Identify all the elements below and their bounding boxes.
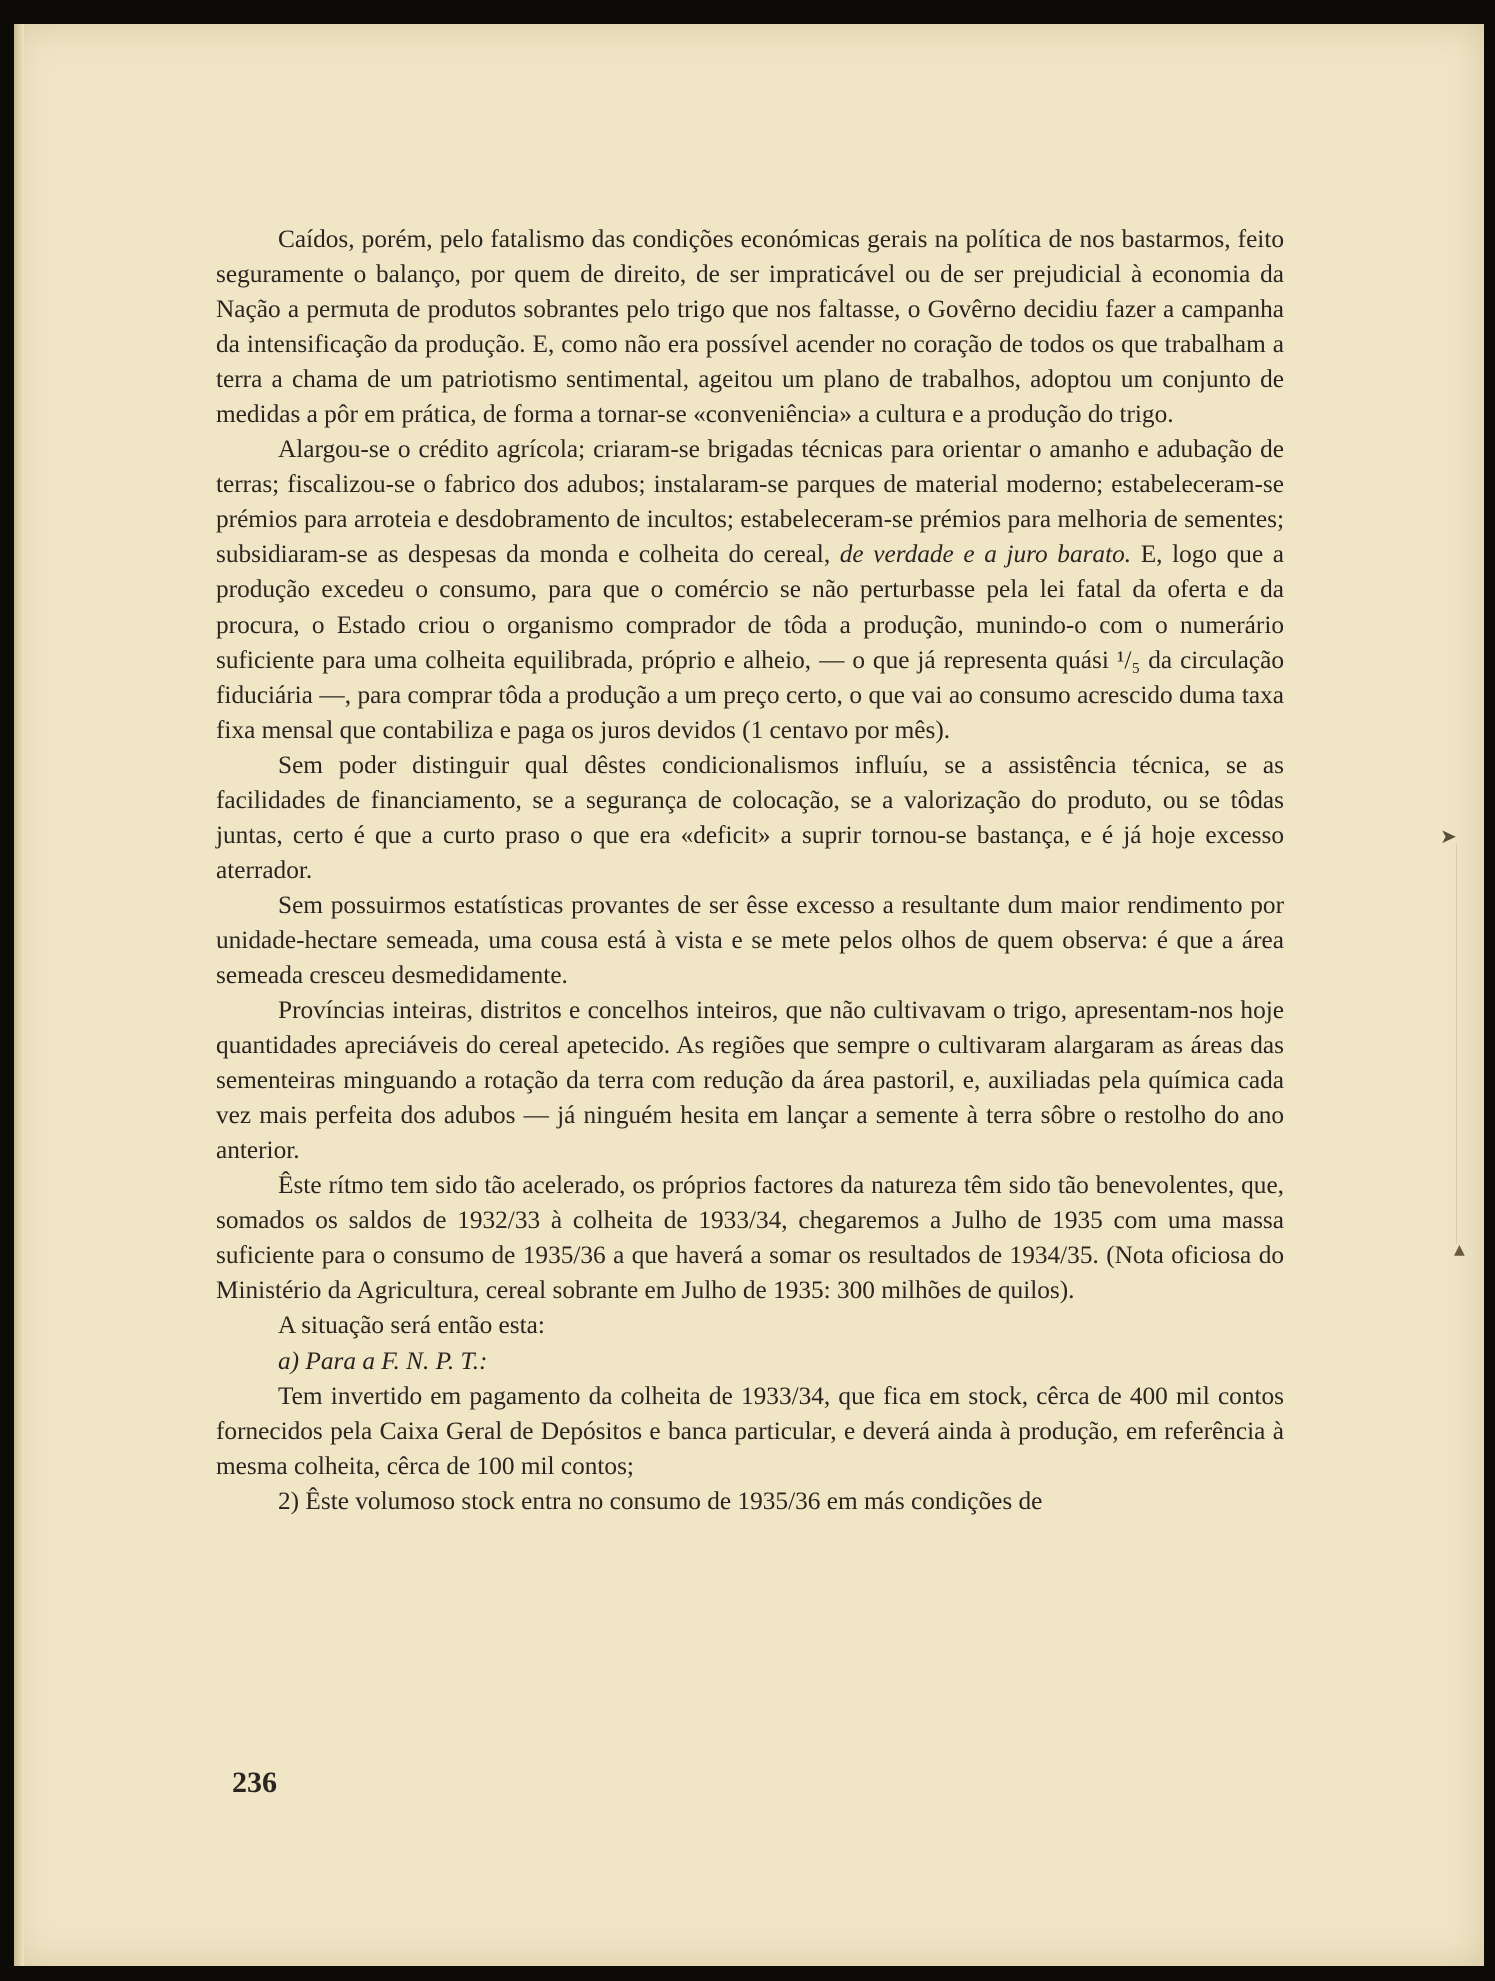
paragraph-2-text: Alargou-se o crédito agrícola; criaram-se brigadas técnicas para orientar o amanho e adubação de terras; fiscalizou-se o fabrico dos adubos; instalaram-se parques de material moderno; estabeleceram-se prémios para arroteia e desdobramento de incultos; estabeleceram-se prémios para melhoria de sementes; subsidiaram-se as despesas da monda e colheita do cereal, <box>216 435 1284 569</box>
paragraph-7: A situação será então esta: <box>278 1311 545 1340</box>
page-number: 236 <box>232 1766 277 1799</box>
paragraph-4: Sem possuirmos estatísticas provantes de ser êsse excesso a resultante dum maior rendimento por unidade-hectare semeada, uma cousa está à vista e se mete pelos olhos de quem observa: é que a área semeada cresceu desmedidamente. <box>216 890 1284 989</box>
paragraph-3: Sem poder distinguir qual dêstes condicionalismos influíu, se a assistência técnica, se as facilidades de financiamento, se a segurança de colocação, se a valorização do produto, ou se tôdas juntas, certo é que a curto praso o que era «deficit» a suprir tornou-se bastança, e é já hoje excesso aterrador. <box>216 750 1284 884</box>
list-item-a-marker: a) <box>278 1346 300 1375</box>
margin-arrow-icon: ➤ <box>1440 824 1457 848</box>
paragraph-1: Caídos, porém, pelo fatalismo das condições económicas gerais na política de nos bastarmos, feito seguramente o balanço, por quem de direito, de ser impraticável ou de ser prejudicial à economia da Nação a permuta de produtos sobrantes pelo trigo que nos faltasse, o Govêrno decidiu fazer a campanha da intensificação da produção. E, como não era possível acender no coração de todos os que trabalham a terra a chama de um patriotismo sentimental, ageitou um plano de trabalhos, adoptou um conjunto de medidas a pôr em prática, de forma a tornar-se «conveniência» a cultura e a produção do trigo. <box>216 225 1284 429</box>
page-sheet <box>14 24 1484 1966</box>
paragraph-2 <box>216 432 1284 747</box>
list-item-a-heading: Para a F. N. P. T.: <box>305 1346 488 1375</box>
list-item-a <box>216 1344 1284 1379</box>
paragraph-6: Êste rítmo tem sido tão acelerado, os próprios factores da natureza têm sido tão benevolentes, que, somados os saldos de 1932/33 à colheita de 1933/34, chegaremos a Julho de 1935 com uma massa suficiente para o consumo de 1935/36 a que haverá a somar os resultados de 1934/35. (Nota oficiosa do Ministério da Agricultura, cereal sobrante em Julho de 1935: 300 milhões de quilos). <box>216 1171 1284 1305</box>
body-text <box>216 222 1284 1519</box>
paragraph-5: Províncias inteiras, distritos e concelhos inteiros, que não cultivavam o trigo, apresentam-nos hoje quantidades apreciáveis do cereal apetecido. As regiões que sempre o cultivaram alargaram as áreas das sementeiras minguando a rotação da terra com redução da área pastoril, e, auxiliadas pela química cada vez mais perfeita dos adubos — já ninguém hesita em lançar a semente à terra sôbre o restolho do ano anterior. <box>216 996 1284 1165</box>
paragraph-9: 2) Êste volumoso stock entra no consumo de 1935/36 em más condições de <box>278 1486 1043 1515</box>
paragraph-2-continued: E, logo que a produção excedeu o consumo, para que o comércio se não perturbasse pela lei fatal da oferta e da procura, o Estado criou o organismo comprador de tôda a produção, munindo-o com o numerário suficiente para uma colheita equilibrada, próprio e alheio, — o que já representa quási ¹/₅ da circulação fiduciária —, para comprar tôda a produção a um preço certo, o que vai ao consumo acrescido duma taxa fixa mensal que contabiliza e paga os juros devidos (1 centavo por mês). <box>216 540 1285 744</box>
paragraph-2-italic: de verdade e a juro barato. <box>839 540 1132 569</box>
page-edge-crease <box>1456 844 1457 1244</box>
margin-tick-icon: ▲ <box>1454 1242 1465 1258</box>
paragraph-8: Tem invertido em pagamento da colheita de 1933/34, que fica em stock, cêrca de 400 mil contos fornecidos pela Caixa Geral de Depósitos e banca particular, e deverá ainda à produção, em referência à mesma colheita, cêrca de 100 mil contos; <box>216 1381 1284 1480</box>
